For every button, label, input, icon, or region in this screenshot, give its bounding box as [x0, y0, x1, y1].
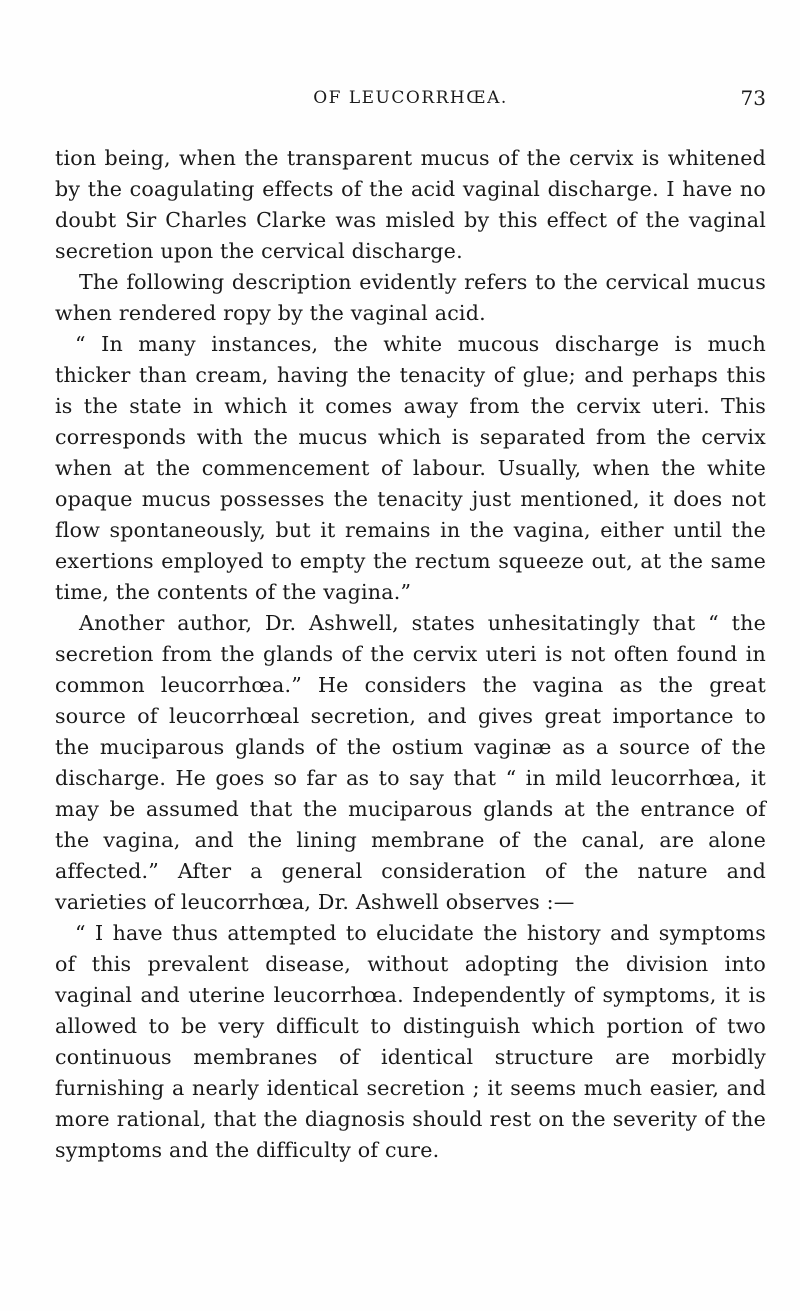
paragraph-continuation: tion being, when the transparent mucus of the cervix is whitened by the coagulating effects of the acid vaginal discharge. I have no doubt Sir Charles Clarke was misled by this effect of the vaginal secretion upon the cervical discharge.	[55, 146, 766, 263]
paragraph-ashwell: Another author, Dr. Ashwell, states unhesitatingly that “ the secretion from the glands of the cervix uteri is not often found in common leucorrhœa.” He considers the vagina as the great source of leucorrhœal secretion, and gives great importance to the muciparous glands of the ostium vaginæ as a source of the discharge. He goes so far as to say that “ in mild leucorrhœa, it may be assumed that the muciparous glands at the entrance of the vagina, and the lining membrane of the canal, are alone affected.” After a general consideration of the nature and varieties of leucorrhœa, Dr. Ashwell observes :—	[55, 611, 766, 914]
page-number: 73	[740, 86, 766, 110]
paragraph-description-intro: The following description evidently refers to the cervical mucus when rendered ropy by the vaginal acid.	[55, 270, 766, 325]
paragraph-quotation-ashwell: “ I have thus attempted to elucidate the history and symptoms of this prevalent disease, without adopting the division into vaginal and uterine leucorrhœa. Independently of symptoms, it is allowed to be very difficult to distinguish which portion of two continuous membranes of identical structure are morbidly furnishing a nearly identical secretion ; it seems much easier, and more rational, that the diagnosis should rest on the severity of the symptoms and the difficulty of cure.	[55, 921, 766, 1162]
running-title: OF LEUCORRHŒA.	[313, 88, 508, 108]
paragraph-quotation-clarke: “ In many instances, the white mucous discharge is much thicker than cream, having the tenacity of glue; and perhaps this is the state in which it comes away from the cervix uteri. This corresponds with the mucus which is separated from the cervix when at the commencement of labour. Usually, when the white opaque mucus possesses the tenacity just mentioned, it does not flow spontaneously, but it remains in the vagina, either until the exertions employed to empty the rectum squeeze out, at the same time, the contents of the vagina.”	[55, 332, 766, 604]
body-text	[55, 143, 766, 1166]
running-head	[55, 88, 766, 118]
